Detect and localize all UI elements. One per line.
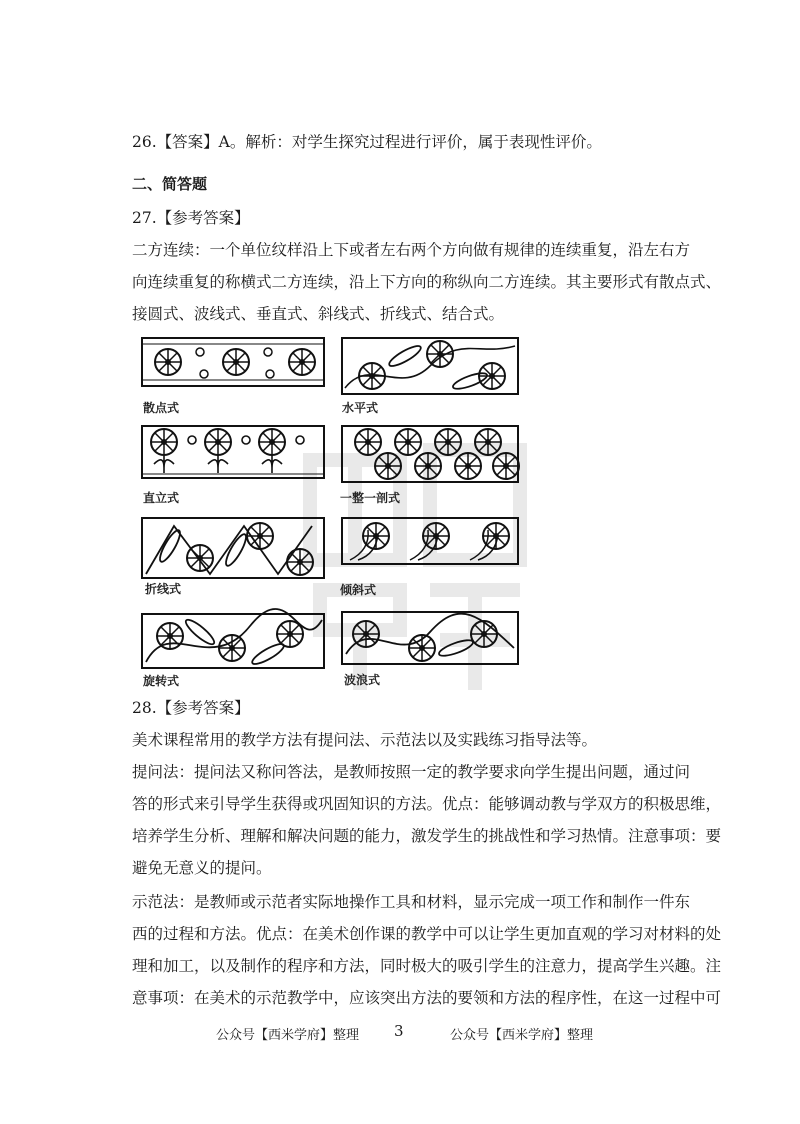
q28-demo-line-2: 西的过程和方法。优点：在美术创作课的教学中可以让学生更加直观的学习对材料的处: [132, 925, 722, 943]
caption-scatter: 散点式: [143, 401, 180, 415]
q28-demo-line-4: 意事项：在美术的示范教学中，应该突出方法的要领和方法的程序性，在这一过程中可: [132, 989, 722, 1007]
q28-ask-line-1: 提问法：提问法又称问答法，是教师按照一定的教学要求向学生提出问题，通过问: [132, 763, 691, 781]
footer-right: 公众号【西米学府】整理: [450, 1028, 594, 1043]
q26-tag: 【答案】: [156, 133, 219, 151]
pattern-figure: [140, 336, 520, 696]
panel-wave: [342, 612, 518, 664]
q27-line-1: 二方连续：一个单位纹样沿上下或者左右两个方向做有规律的连续重复，沿左右方: [132, 241, 691, 259]
caption-wave: 波浪式: [344, 673, 381, 687]
q28-ask-line-4: 避免无意义的提问。: [132, 859, 272, 877]
q28-heading: [132, 696, 250, 720]
q27-number: 27.: [132, 209, 157, 227]
q27-line-2: 向连续重复的称横式二方连续，沿上下方向的称纵向二方连续。其主要形式有散点式、: [132, 273, 722, 291]
caption-zigzag: 折线式: [145, 582, 182, 596]
caption-slant: 倾斜式: [340, 583, 377, 597]
panel-whole-half: [342, 426, 519, 482]
q28-demo-line-1: 示范法：是教师或示范者实际地操作工具和材料，显示完成一项工作和制作一件东: [132, 893, 691, 911]
q28-ask-line-2: 答的形式来引导学生获得或巩固知识的方法。优点：能够调动教与学双方的积极思维，: [132, 795, 722, 813]
q27-heading: [132, 206, 250, 230]
caption-horizontal: 水平式: [342, 401, 379, 415]
q27-line-3: 接圆式、波线式、垂直式、斜线式、折线式、结合式。: [132, 305, 505, 323]
panel-horizontal: [342, 338, 518, 394]
q28-tag: 【参考答案】: [156, 699, 250, 717]
panel-zigzag: [142, 518, 324, 578]
q28-intro: 美术课程常用的教学方法有提问法、示范法以及实践练习指导法等。: [132, 731, 598, 749]
panel-scatter: [142, 338, 324, 386]
section-heading: 二、简答题: [132, 175, 208, 193]
q27-tag: 【参考答案】: [156, 209, 250, 227]
q28-demo-line-3: 理和加工，以及制作的程序和方法，同时极大的吸引学生的注意力，提高学生兴趣。注: [132, 957, 722, 975]
q26-number: 26.: [132, 133, 157, 151]
q28-number: 28.: [132, 699, 157, 717]
q28-ask-line-3: 培养学生分析、理解和解决问题的能力，激发学生的挑战性和学习热情。注意事项：要: [132, 827, 722, 845]
caption-upright: 直立式: [143, 491, 180, 505]
panel-rotating: [142, 609, 324, 668]
panel-upright: [142, 426, 324, 478]
caption-whole-half: 一整一剖式: [340, 491, 401, 505]
q26-text: A。解析：对学生探究过程进行评价，属于表现性评价。: [218, 133, 602, 151]
q26-line: [132, 130, 602, 154]
footer-left: 公众号【西米学府】整理: [216, 1028, 360, 1043]
page-number: 3: [394, 1022, 404, 1040]
caption-rotating: 旋转式: [143, 674, 180, 688]
panel-slant: [342, 518, 518, 564]
